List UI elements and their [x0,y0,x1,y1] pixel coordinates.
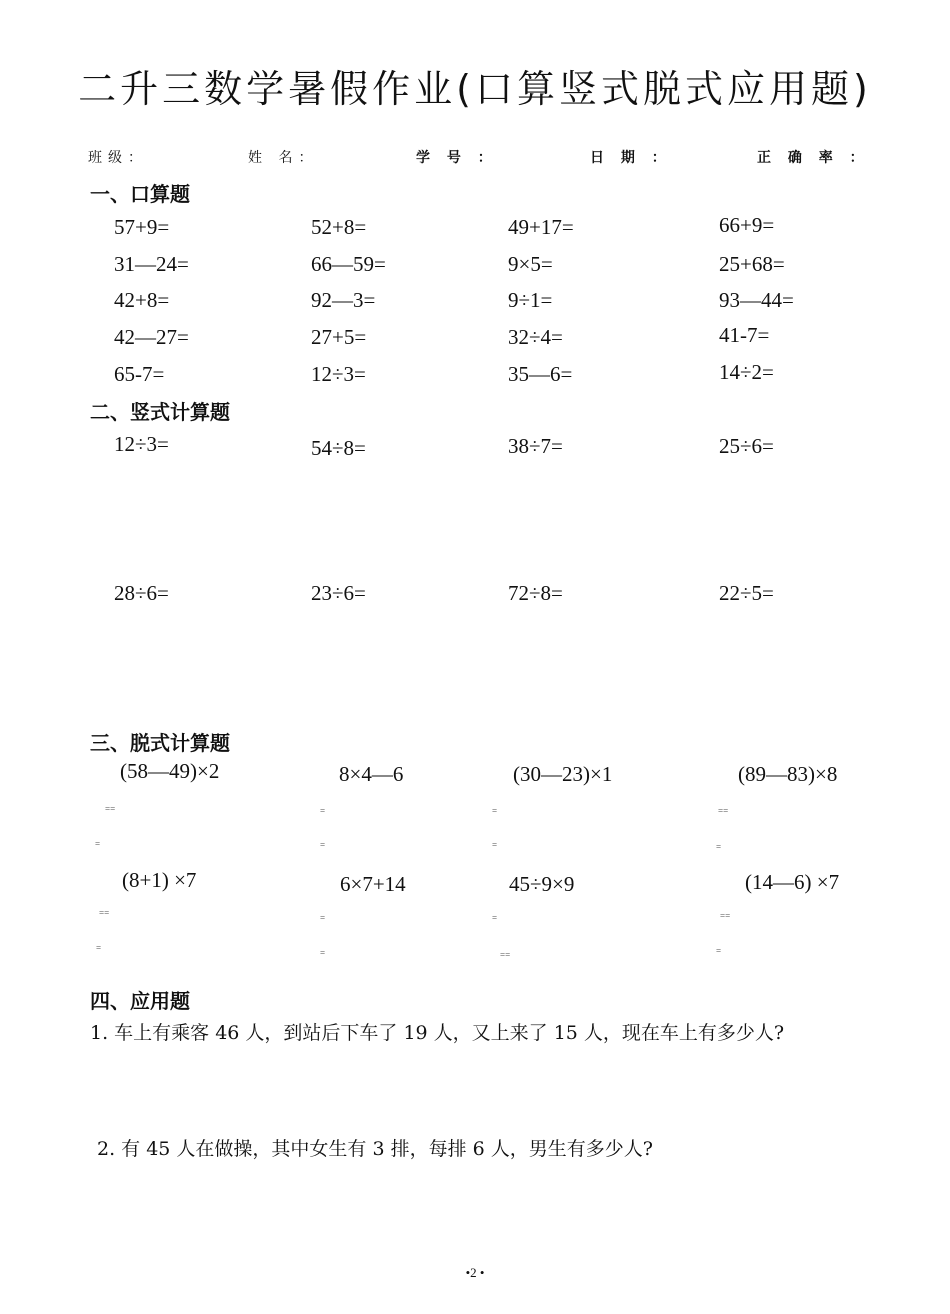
word-problem-2: 2. 有 45 人在做操，其中女生有 3 排，每排 6 人，男生有多少人? [97,1138,653,1160]
page-title: 二升三数学暑假作业(口算竖式脱式应用题) [78,67,872,111]
equals-mark: = [716,946,722,956]
vertical-item: 28÷6= [114,581,169,605]
equals-mark: = [716,842,722,852]
stepwise-item: 6×7+14 [340,872,406,896]
stepwise-item: (8+1) ×7 [122,868,197,892]
word-problem-1: 1. 车上有乘客 46 人，到站后下车了 19 人，又上来了 15 人，现在车上有多少人? [90,1022,785,1044]
stepwise-item: 8×4—6 [339,762,404,786]
equals-mark: = [96,943,102,953]
section-oral-heading: 一、口算题 [90,182,190,206]
vertical-item: 23÷6= [311,581,366,605]
stepwise-item: (89—83)×8 [738,762,838,786]
info-accuracy: 正 确 率 ： [757,150,870,166]
oral-item: 92—3= [311,288,376,312]
equals-mark: = [320,948,326,958]
oral-item: 42—27= [114,325,189,349]
section-word-heading: 四、应用题 [90,989,190,1013]
oral-item: 66—59= [311,252,386,276]
vertical-item: 72÷8= [508,581,563,605]
oral-item: 42+8= [114,288,170,312]
vertical-item: 38÷7= [508,434,563,458]
vertical-item: 54÷8= [311,436,366,460]
stepwise-item: 45÷9×9 [509,872,575,896]
oral-item: 9÷1= [508,288,553,312]
oral-item: 9×5= [508,252,553,276]
oral-item: 25+68= [719,252,785,276]
oral-item: 41-7= [719,323,770,347]
section-vertical-heading: 二、竖式计算题 [90,400,230,424]
oral-item: 93—44= [719,288,794,312]
oral-item: 49+17= [508,215,574,239]
oral-item: 57+9= [114,215,170,239]
equals-mark: = [492,806,498,816]
info-class: 班级： [88,150,148,166]
vertical-item: 12÷3= [114,432,169,456]
equals-mark: == [99,908,110,918]
oral-item: 12÷3= [311,362,366,386]
oral-item: 52+8= [311,215,367,239]
section-stepwise-heading: 三、脱式计算题 [90,731,230,755]
oral-item: 31—24= [114,252,189,276]
oral-item: 32÷4= [508,325,563,349]
equals-mark: == [720,911,731,921]
equals-mark: = [95,839,101,849]
equals-mark: = [492,913,498,923]
oral-item: 66+9= [719,213,775,237]
equals-mark: == [105,804,116,814]
info-date: 日 期 ： [590,150,672,166]
equals-mark: = [320,913,326,923]
oral-item: 14÷2= [719,360,774,384]
stepwise-item: (14—6) ×7 [745,870,840,894]
info-name: 姓 名： [248,150,319,166]
stepwise-item: (58—49)×2 [120,759,220,783]
vertical-item: 25÷6= [719,434,774,458]
equals-mark: = [320,840,326,850]
equals-mark: == [718,806,729,816]
oral-item: 27+5= [311,325,367,349]
equals-mark: == [500,950,511,960]
equals-mark: = [492,840,498,850]
stepwise-item: (30—23)×1 [513,762,613,786]
oral-item: 65-7= [114,362,165,386]
vertical-item: 22÷5= [719,581,774,605]
info-student-id: 学 号 ： [416,150,498,166]
oral-item: 35—6= [508,362,573,386]
page-number: •2 • [465,1265,485,1280]
equals-mark: = [320,806,326,816]
